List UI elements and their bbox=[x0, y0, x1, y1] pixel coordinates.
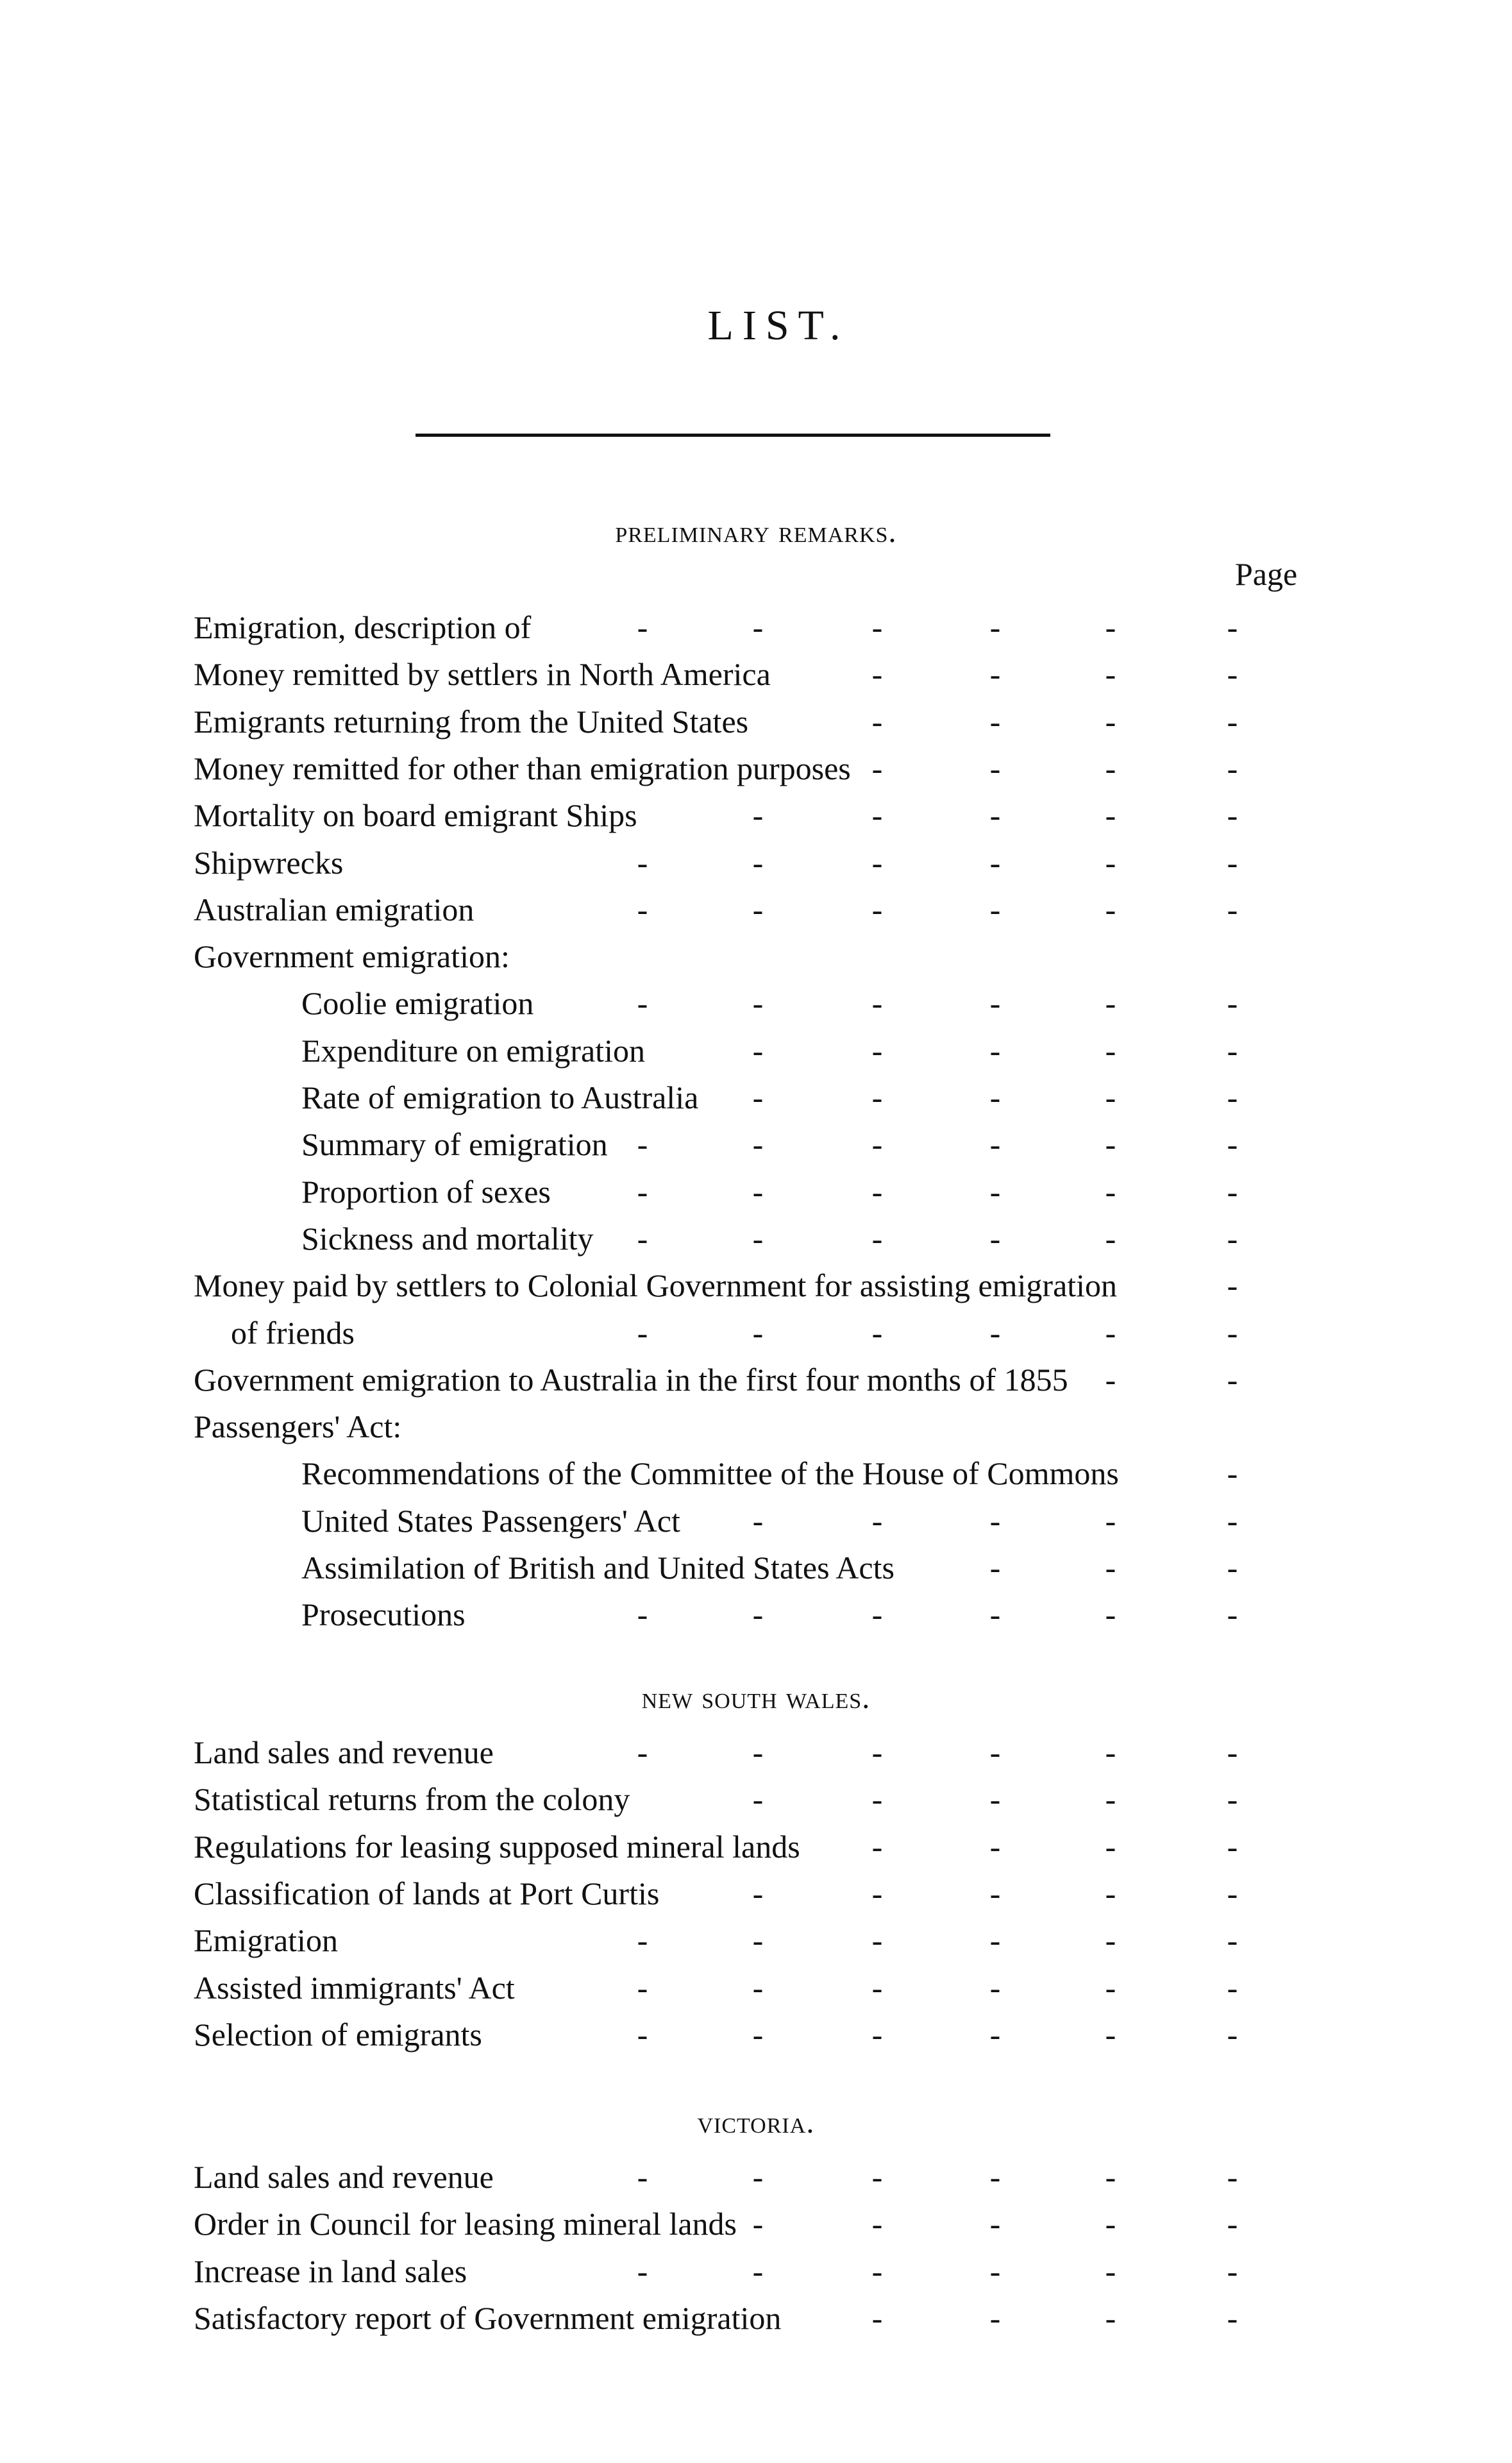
leader-dash: - bbox=[752, 985, 764, 1022]
leader-dash: - bbox=[1227, 2299, 1238, 2336]
toc-entry-text: Assisted immigrants' Act bbox=[194, 1969, 515, 2006]
leader-dash: - bbox=[1105, 1969, 1116, 2006]
leader-dash: - bbox=[752, 1502, 764, 1539]
leader-dash: - bbox=[871, 2159, 883, 2195]
leader-dash: - bbox=[1105, 1875, 1116, 1911]
toc-entry-text: Money remitted by settlers in North America bbox=[194, 656, 771, 693]
leader-dash: - bbox=[637, 2016, 648, 2052]
leader-dash: - bbox=[989, 1550, 1001, 1586]
leader-dash: - bbox=[637, 609, 648, 645]
leader-dash: - bbox=[989, 2299, 1001, 2336]
leader-dash: - bbox=[1227, 1220, 1238, 1257]
leader-dash: - bbox=[752, 2159, 764, 2195]
leader-dash: - bbox=[637, 1173, 648, 1210]
leader-dash: - bbox=[637, 891, 648, 927]
page-title: LIST. bbox=[707, 302, 850, 349]
leader-dash: - bbox=[752, 1596, 764, 1633]
toc-entry bbox=[194, 840, 1284, 886]
leader-dash: - bbox=[752, 1220, 764, 1257]
toc-entry-text: Summary of emigration bbox=[301, 1126, 608, 1163]
leader-dash: - bbox=[989, 1734, 1001, 1770]
leader-dash: - bbox=[989, 1922, 1001, 1959]
title-rule bbox=[416, 434, 1050, 437]
leader-dash: - bbox=[1227, 1781, 1238, 1818]
section-heading: new south wales. bbox=[641, 1680, 871, 1715]
leader-dash: - bbox=[871, 2299, 883, 2336]
leader-dash: - bbox=[637, 2159, 648, 2195]
leader-dash: - bbox=[989, 609, 1001, 645]
leader-dash: - bbox=[871, 1922, 883, 1959]
toc-entry bbox=[194, 792, 1284, 838]
toc-entry bbox=[194, 698, 1284, 745]
toc-entry bbox=[194, 1776, 1284, 1822]
leader-dash: - bbox=[637, 985, 648, 1022]
leader-dash: - bbox=[989, 656, 1001, 693]
toc-entry-text: Money remitted for other than emigration purposes bbox=[194, 750, 851, 786]
toc-entry bbox=[301, 1074, 1391, 1121]
toc-entry-text: of friends bbox=[231, 1314, 355, 1351]
leader-dash: - bbox=[1105, 891, 1116, 927]
toc-entry bbox=[301, 1028, 1391, 1074]
toc-entry-text: Expenditure on emigration bbox=[301, 1032, 645, 1069]
leader-dash: - bbox=[871, 985, 883, 1022]
toc-entry bbox=[194, 1403, 1284, 1450]
leader-dash: - bbox=[1227, 1875, 1238, 1911]
leader-dash: - bbox=[871, 1079, 883, 1115]
leader-dash: - bbox=[637, 1220, 648, 1257]
leader-dash: - bbox=[752, 1032, 764, 1069]
toc-entry bbox=[194, 604, 1284, 650]
toc-entry-text: Shipwrecks bbox=[194, 844, 344, 881]
leader-dash: - bbox=[989, 1079, 1001, 1115]
leader-dash: - bbox=[871, 1969, 883, 2006]
leader-dash: - bbox=[1227, 1734, 1238, 1770]
toc-entry-text: Selection of emigrants bbox=[194, 2016, 482, 2052]
toc-entry-text: Order in Council for leasing mineral lands bbox=[194, 2206, 737, 2242]
toc-entry-text: Passengers' Act: bbox=[194, 1409, 402, 1445]
leader-dash: - bbox=[1227, 1502, 1238, 1539]
leader-dash: - bbox=[1105, 1781, 1116, 1818]
leader-dash: - bbox=[871, 1781, 883, 1818]
leader-dash: - bbox=[752, 2016, 764, 2052]
leader-dash: - bbox=[752, 1969, 764, 2006]
leader-dash: - bbox=[989, 1220, 1001, 1257]
toc-entry bbox=[194, 1824, 1284, 1870]
toc-entry-text: Emigrants returning from the United States bbox=[194, 703, 749, 740]
toc-entry bbox=[194, 2154, 1284, 2200]
toc-entry bbox=[194, 651, 1284, 697]
leader-dash: - bbox=[1105, 656, 1116, 693]
leader-dash: - bbox=[989, 750, 1001, 786]
toc-entry-text: Assimilation of British and United States Acts bbox=[301, 1550, 895, 1586]
leader-dash: - bbox=[871, 1875, 883, 1911]
leader-dash: - bbox=[1227, 1173, 1238, 1210]
toc-entry bbox=[194, 2248, 1284, 2294]
leader-dash: - bbox=[1105, 609, 1116, 645]
leader-dash: - bbox=[752, 797, 764, 834]
leader-dash: - bbox=[871, 2016, 883, 2052]
leader-dash: - bbox=[1105, 703, 1116, 740]
leader-dash: - bbox=[637, 1969, 648, 2006]
leader-dash: - bbox=[989, 985, 1001, 1022]
leader-dash: - bbox=[989, 703, 1001, 740]
toc-entry-text: Government emigration: bbox=[194, 938, 510, 975]
section-heading: preliminary remarks. bbox=[615, 514, 897, 549]
leader-dash: - bbox=[1105, 1922, 1116, 1959]
leader-dash: - bbox=[637, 1922, 648, 1959]
toc-entry-text: Increase in land sales bbox=[194, 2253, 467, 2289]
leader-dash: - bbox=[752, 609, 764, 645]
leader-dash: - bbox=[637, 1314, 648, 1351]
leader-dash: - bbox=[637, 844, 648, 881]
leader-dash: - bbox=[871, 1220, 883, 1257]
leader-dash: - bbox=[1227, 797, 1238, 834]
toc-entry bbox=[194, 2295, 1284, 2341]
toc-entry-text: Emigration bbox=[194, 1922, 338, 1959]
toc-entry-text: Classification of lands at Port Curtis bbox=[194, 1875, 660, 1911]
leader-dash: - bbox=[871, 1032, 883, 1069]
section-heading: victoria. bbox=[697, 2104, 815, 2140]
leader-dash: - bbox=[989, 1828, 1001, 1865]
leader-dash: - bbox=[1227, 1267, 1238, 1304]
leader-dash: - bbox=[871, 2253, 883, 2289]
leader-dash: - bbox=[871, 1173, 883, 1210]
leader-dash: - bbox=[989, 797, 1001, 834]
leader-dash: - bbox=[637, 1126, 648, 1163]
leader-dash: - bbox=[1227, 985, 1238, 1022]
leader-dash: - bbox=[871, 1126, 883, 1163]
leader-dash: - bbox=[1105, 1550, 1116, 1586]
leader-dash: - bbox=[752, 1173, 764, 1210]
leader-dash: - bbox=[752, 1781, 764, 1818]
leader-dash: - bbox=[1105, 844, 1116, 881]
toc-entry-text: Mortality on board emigrant Ships bbox=[194, 797, 637, 834]
toc-entry bbox=[194, 1870, 1284, 1917]
leader-dash: - bbox=[1227, 703, 1238, 740]
leader-dash: - bbox=[871, 750, 883, 786]
leader-dash: - bbox=[871, 703, 883, 740]
leader-dash: - bbox=[871, 891, 883, 927]
toc-entry-text: Land sales and revenue bbox=[194, 2159, 494, 2195]
leader-dash: - bbox=[871, 1502, 883, 1539]
leader-dash: - bbox=[989, 1126, 1001, 1163]
leader-dash: - bbox=[989, 1502, 1001, 1539]
toc-entry bbox=[301, 980, 1391, 1026]
leader-dash: - bbox=[1227, 1455, 1238, 1492]
toc-entry bbox=[194, 745, 1284, 791]
leader-dash: - bbox=[871, 2206, 883, 2242]
leader-dash: - bbox=[1227, 1126, 1238, 1163]
leader-dash: - bbox=[989, 1969, 1001, 2006]
leader-dash: - bbox=[871, 1828, 883, 1865]
leader-dash: - bbox=[752, 1922, 764, 1959]
toc-entry-text: United States Passengers' Act bbox=[301, 1502, 680, 1539]
leader-dash: - bbox=[871, 656, 883, 693]
leader-dash: - bbox=[1105, 2299, 1116, 2336]
leader-dash: - bbox=[871, 609, 883, 645]
toc-entry-text: Coolie emigration bbox=[301, 985, 534, 1022]
leader-dash: - bbox=[752, 1079, 764, 1115]
leader-dash: - bbox=[871, 1734, 883, 1770]
toc-entry-text: Australian emigration bbox=[194, 891, 475, 927]
leader-dash: - bbox=[1227, 844, 1238, 881]
leader-dash: - bbox=[989, 2016, 1001, 2052]
leader-dash: - bbox=[1227, 1314, 1238, 1351]
leader-dash: - bbox=[1227, 750, 1238, 786]
leader-dash: - bbox=[1105, 1314, 1116, 1351]
leader-dash: - bbox=[989, 891, 1001, 927]
leader-dash: - bbox=[1227, 1032, 1238, 1069]
leader-dash: - bbox=[1105, 1596, 1116, 1633]
leader-dash: - bbox=[989, 2253, 1001, 2289]
leader-dash: - bbox=[752, 1875, 764, 1911]
toc-entry bbox=[301, 1545, 1391, 1591]
leader-dash: - bbox=[1105, 2016, 1116, 2052]
leader-dash: - bbox=[989, 1173, 1001, 1210]
toc-entry-text: Satisfactory report of Government emigration bbox=[194, 2299, 782, 2336]
leader-dash: - bbox=[1105, 1361, 1116, 1398]
toc-entry-text: Land sales and revenue bbox=[194, 1734, 494, 1770]
leader-dash: - bbox=[1105, 1126, 1116, 1163]
leader-dash: - bbox=[1227, 2206, 1238, 2242]
leader-dash: - bbox=[1105, 750, 1116, 786]
toc-entry-text: Rate of emigration to Australia bbox=[301, 1079, 699, 1115]
leader-dash: - bbox=[1227, 656, 1238, 693]
toc-entry bbox=[194, 2011, 1284, 2058]
toc-entry-text: Regulations for leasing supposed mineral lands bbox=[194, 1828, 800, 1865]
leader-dash: - bbox=[1105, 1734, 1116, 1770]
leader-dash: - bbox=[1227, 891, 1238, 927]
leader-dash: - bbox=[1105, 985, 1116, 1022]
leader-dash: - bbox=[752, 891, 764, 927]
leader-dash: - bbox=[1227, 1596, 1238, 1633]
toc-entry-text: Prosecutions bbox=[301, 1596, 466, 1633]
leader-dash: - bbox=[1227, 2253, 1238, 2289]
leader-dash: - bbox=[989, 1314, 1001, 1351]
leader-dash: - bbox=[1227, 1079, 1238, 1115]
leader-dash: - bbox=[1227, 609, 1238, 645]
toc-entry-text: Proportion of sexes bbox=[301, 1173, 551, 1210]
page-column-label: Page bbox=[1235, 556, 1298, 592]
leader-dash: - bbox=[637, 1734, 648, 1770]
leader-dash: - bbox=[989, 1032, 1001, 1069]
leader-dash: - bbox=[989, 1596, 1001, 1633]
toc-entry bbox=[194, 1917, 1284, 1963]
leader-dash: - bbox=[637, 2253, 648, 2289]
leader-dash: - bbox=[752, 1126, 764, 1163]
leader-dash: - bbox=[871, 1596, 883, 1633]
leader-dash: - bbox=[752, 2206, 764, 2242]
leader-dash: - bbox=[989, 1781, 1001, 1818]
leader-dash: - bbox=[1227, 1922, 1238, 1959]
leader-dash: - bbox=[1105, 1502, 1116, 1539]
leader-dash: - bbox=[752, 1734, 764, 1770]
leader-dash: - bbox=[1227, 1361, 1238, 1398]
leader-dash: - bbox=[1105, 1079, 1116, 1115]
leader-dash: - bbox=[1227, 2159, 1238, 2195]
toc-entry-text: Sickness and mortality bbox=[301, 1220, 594, 1257]
leader-dash: - bbox=[989, 844, 1001, 881]
toc-entry bbox=[301, 1169, 1391, 1215]
leader-dash: - bbox=[989, 2159, 1001, 2195]
leader-dash: - bbox=[752, 2253, 764, 2289]
leader-dash: - bbox=[1105, 1032, 1116, 1069]
toc-entry bbox=[231, 1310, 1321, 1356]
leader-dash: - bbox=[871, 1314, 883, 1351]
leader-dash: - bbox=[989, 1875, 1001, 1911]
leader-dash: - bbox=[1105, 797, 1116, 834]
leader-dash: - bbox=[871, 844, 883, 881]
toc-entry bbox=[194, 933, 1284, 979]
leader-dash: - bbox=[1227, 2016, 1238, 2052]
leader-dash: - bbox=[1227, 1550, 1238, 1586]
leader-dash: - bbox=[637, 1596, 648, 1633]
leader-dash: - bbox=[1105, 1173, 1116, 1210]
leader-dash: - bbox=[1105, 2253, 1116, 2289]
toc-entry-text: Recommendations of the Committee of the House of Commons bbox=[301, 1455, 1119, 1492]
leader-dash: - bbox=[989, 2206, 1001, 2242]
leader-dash: - bbox=[1105, 1828, 1116, 1865]
toc-entry bbox=[194, 1729, 1284, 1775]
leader-dash: - bbox=[1227, 1969, 1238, 2006]
toc-entry bbox=[194, 1357, 1284, 1403]
leader-dash: - bbox=[1105, 1220, 1116, 1257]
toc-entry bbox=[301, 1450, 1391, 1496]
toc-entry-text: Statistical returns from the colony bbox=[194, 1781, 630, 1818]
toc-entry bbox=[301, 1215, 1391, 1262]
leader-dash: - bbox=[1105, 2206, 1116, 2242]
toc-entry bbox=[194, 1262, 1284, 1308]
toc-entry bbox=[301, 1498, 1391, 1544]
leader-dash: - bbox=[1105, 2159, 1116, 2195]
toc-entry-text: Emigration, description of bbox=[194, 609, 532, 645]
leader-dash: - bbox=[752, 844, 764, 881]
toc-entry bbox=[301, 1591, 1391, 1638]
toc-entry bbox=[194, 1965, 1284, 2011]
toc-entry bbox=[301, 1121, 1391, 1167]
leader-dash: - bbox=[871, 797, 883, 834]
toc-entry-text: Money paid by settlers to Colonial Government for assisting emigration bbox=[194, 1267, 1118, 1304]
toc-entry bbox=[194, 886, 1284, 933]
leader-dash: - bbox=[752, 1314, 764, 1351]
toc-entry bbox=[194, 2201, 1284, 2247]
toc-entry-text: Government emigration to Australia in the first four months of 1855 bbox=[194, 1361, 1068, 1398]
leader-dash: - bbox=[1227, 1828, 1238, 1865]
